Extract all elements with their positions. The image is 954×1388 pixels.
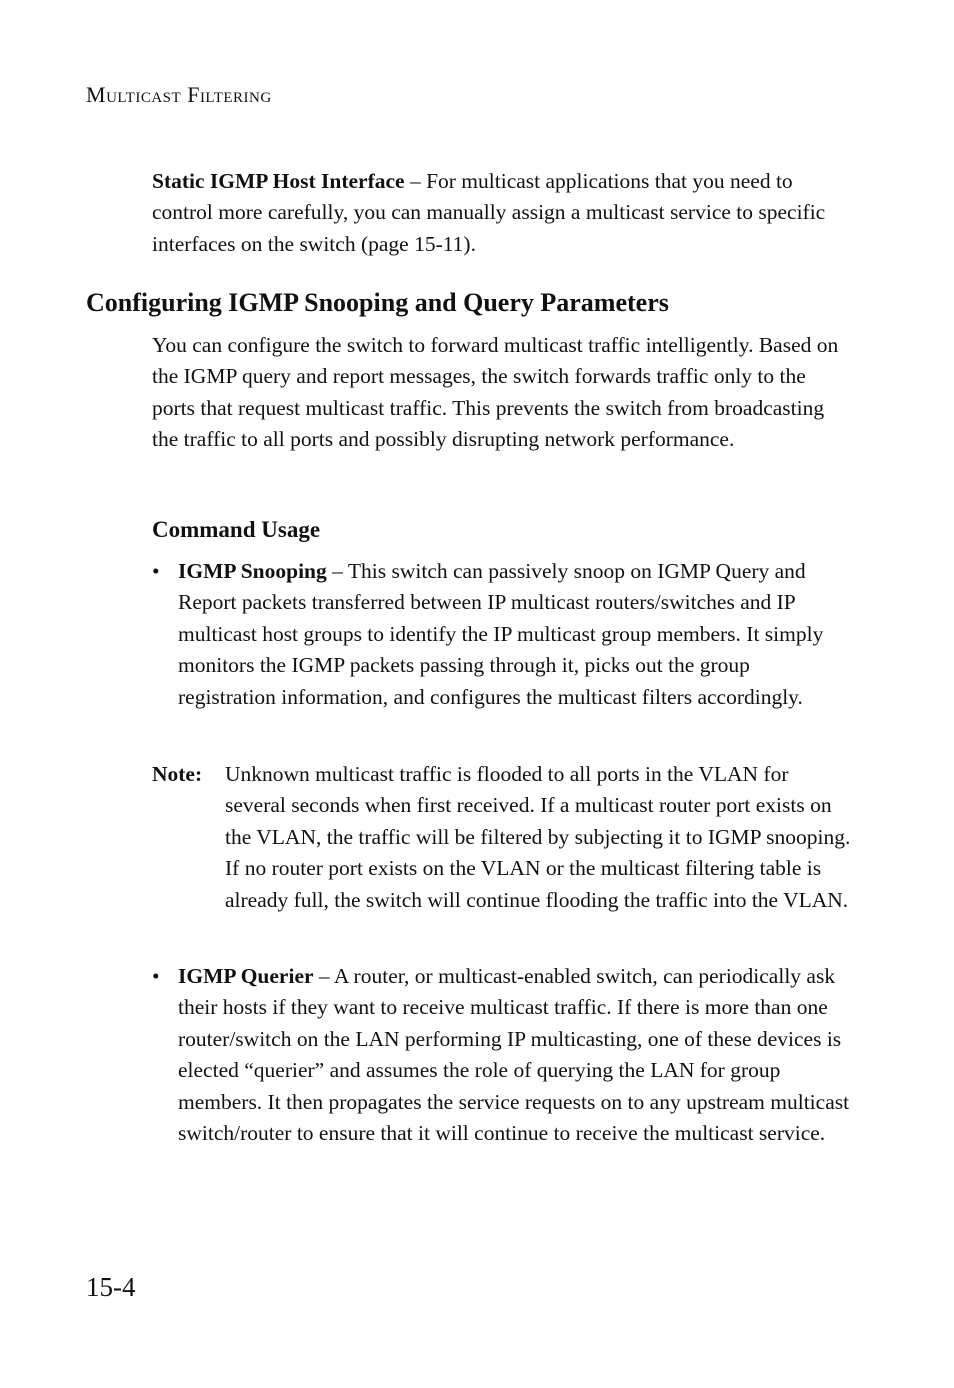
intro-paragraph bbox=[152, 166, 852, 260]
bullet-symbol: • bbox=[152, 559, 160, 583]
bullet-term: IGMP Querier bbox=[178, 964, 314, 988]
section-heading: Configuring IGMP Snooping and Query Parameters bbox=[86, 288, 669, 317]
bullet-term: IGMP Snooping bbox=[178, 559, 327, 583]
note-text: Unknown multicast traffic is flooded to all ports in the VLAN for several seconds when first received. If a multicast router port exists on the VLAN, the traffic will be filtered by subjecting it to IGMP snooping. If no router port exists on the VLAN or the multicast filtering table is already full, the switch will continue flooding the traffic into the VLAN. bbox=[225, 762, 851, 912]
bullet-text: – This switch can passively snoop on IGMP Query and Report packets transferred between IP multicast routers/switches and IP multicast host groups to identify the IP multicast group members. It simply monitors the IGMP packets passing through it, picks out the group registration information, and configures the multicast filters accordingly. bbox=[178, 559, 824, 709]
bullet-text: – A router, or multicast-enabled switch, can periodically ask their hosts if they want to receive multicast traffic. If there is more than one router/switch on the LAN performing IP multicasting, one of these devices is elected “querier” and assumes the role of querying the LAN for group members. It then propagates the service requests on to any upstream multicast switch/router to ensure that it will continue to receive the multicast service. bbox=[178, 964, 850, 1146]
command-usage-heading: Command Usage bbox=[152, 517, 321, 542]
page-number: 15-4 bbox=[86, 1272, 136, 1302]
note-block bbox=[152, 759, 852, 916]
running-head: Multicast Filtering bbox=[86, 82, 272, 107]
section-body: You can configure the switch to forward multicast traffic intelligently. Based on the IGMP query and report messages, the switch forwards traffic only to the ports that request multicast traffic. This prevents the switch from broadcasting the traffic to all ports and possibly disrupting network performance. bbox=[152, 333, 839, 452]
list-item-igmp-snooping bbox=[152, 556, 852, 713]
bullet-symbol: • bbox=[152, 964, 160, 988]
intro-text: – For multicast applications that you need to control more carefully, you can manually assign a multicast service to specific interfaces on the switch (page 15-11). bbox=[152, 169, 826, 256]
note-label: Note: bbox=[152, 762, 203, 786]
list-item-igmp-querier bbox=[152, 961, 852, 1149]
intro-term: Static IGMP Host Interface bbox=[152, 169, 405, 193]
